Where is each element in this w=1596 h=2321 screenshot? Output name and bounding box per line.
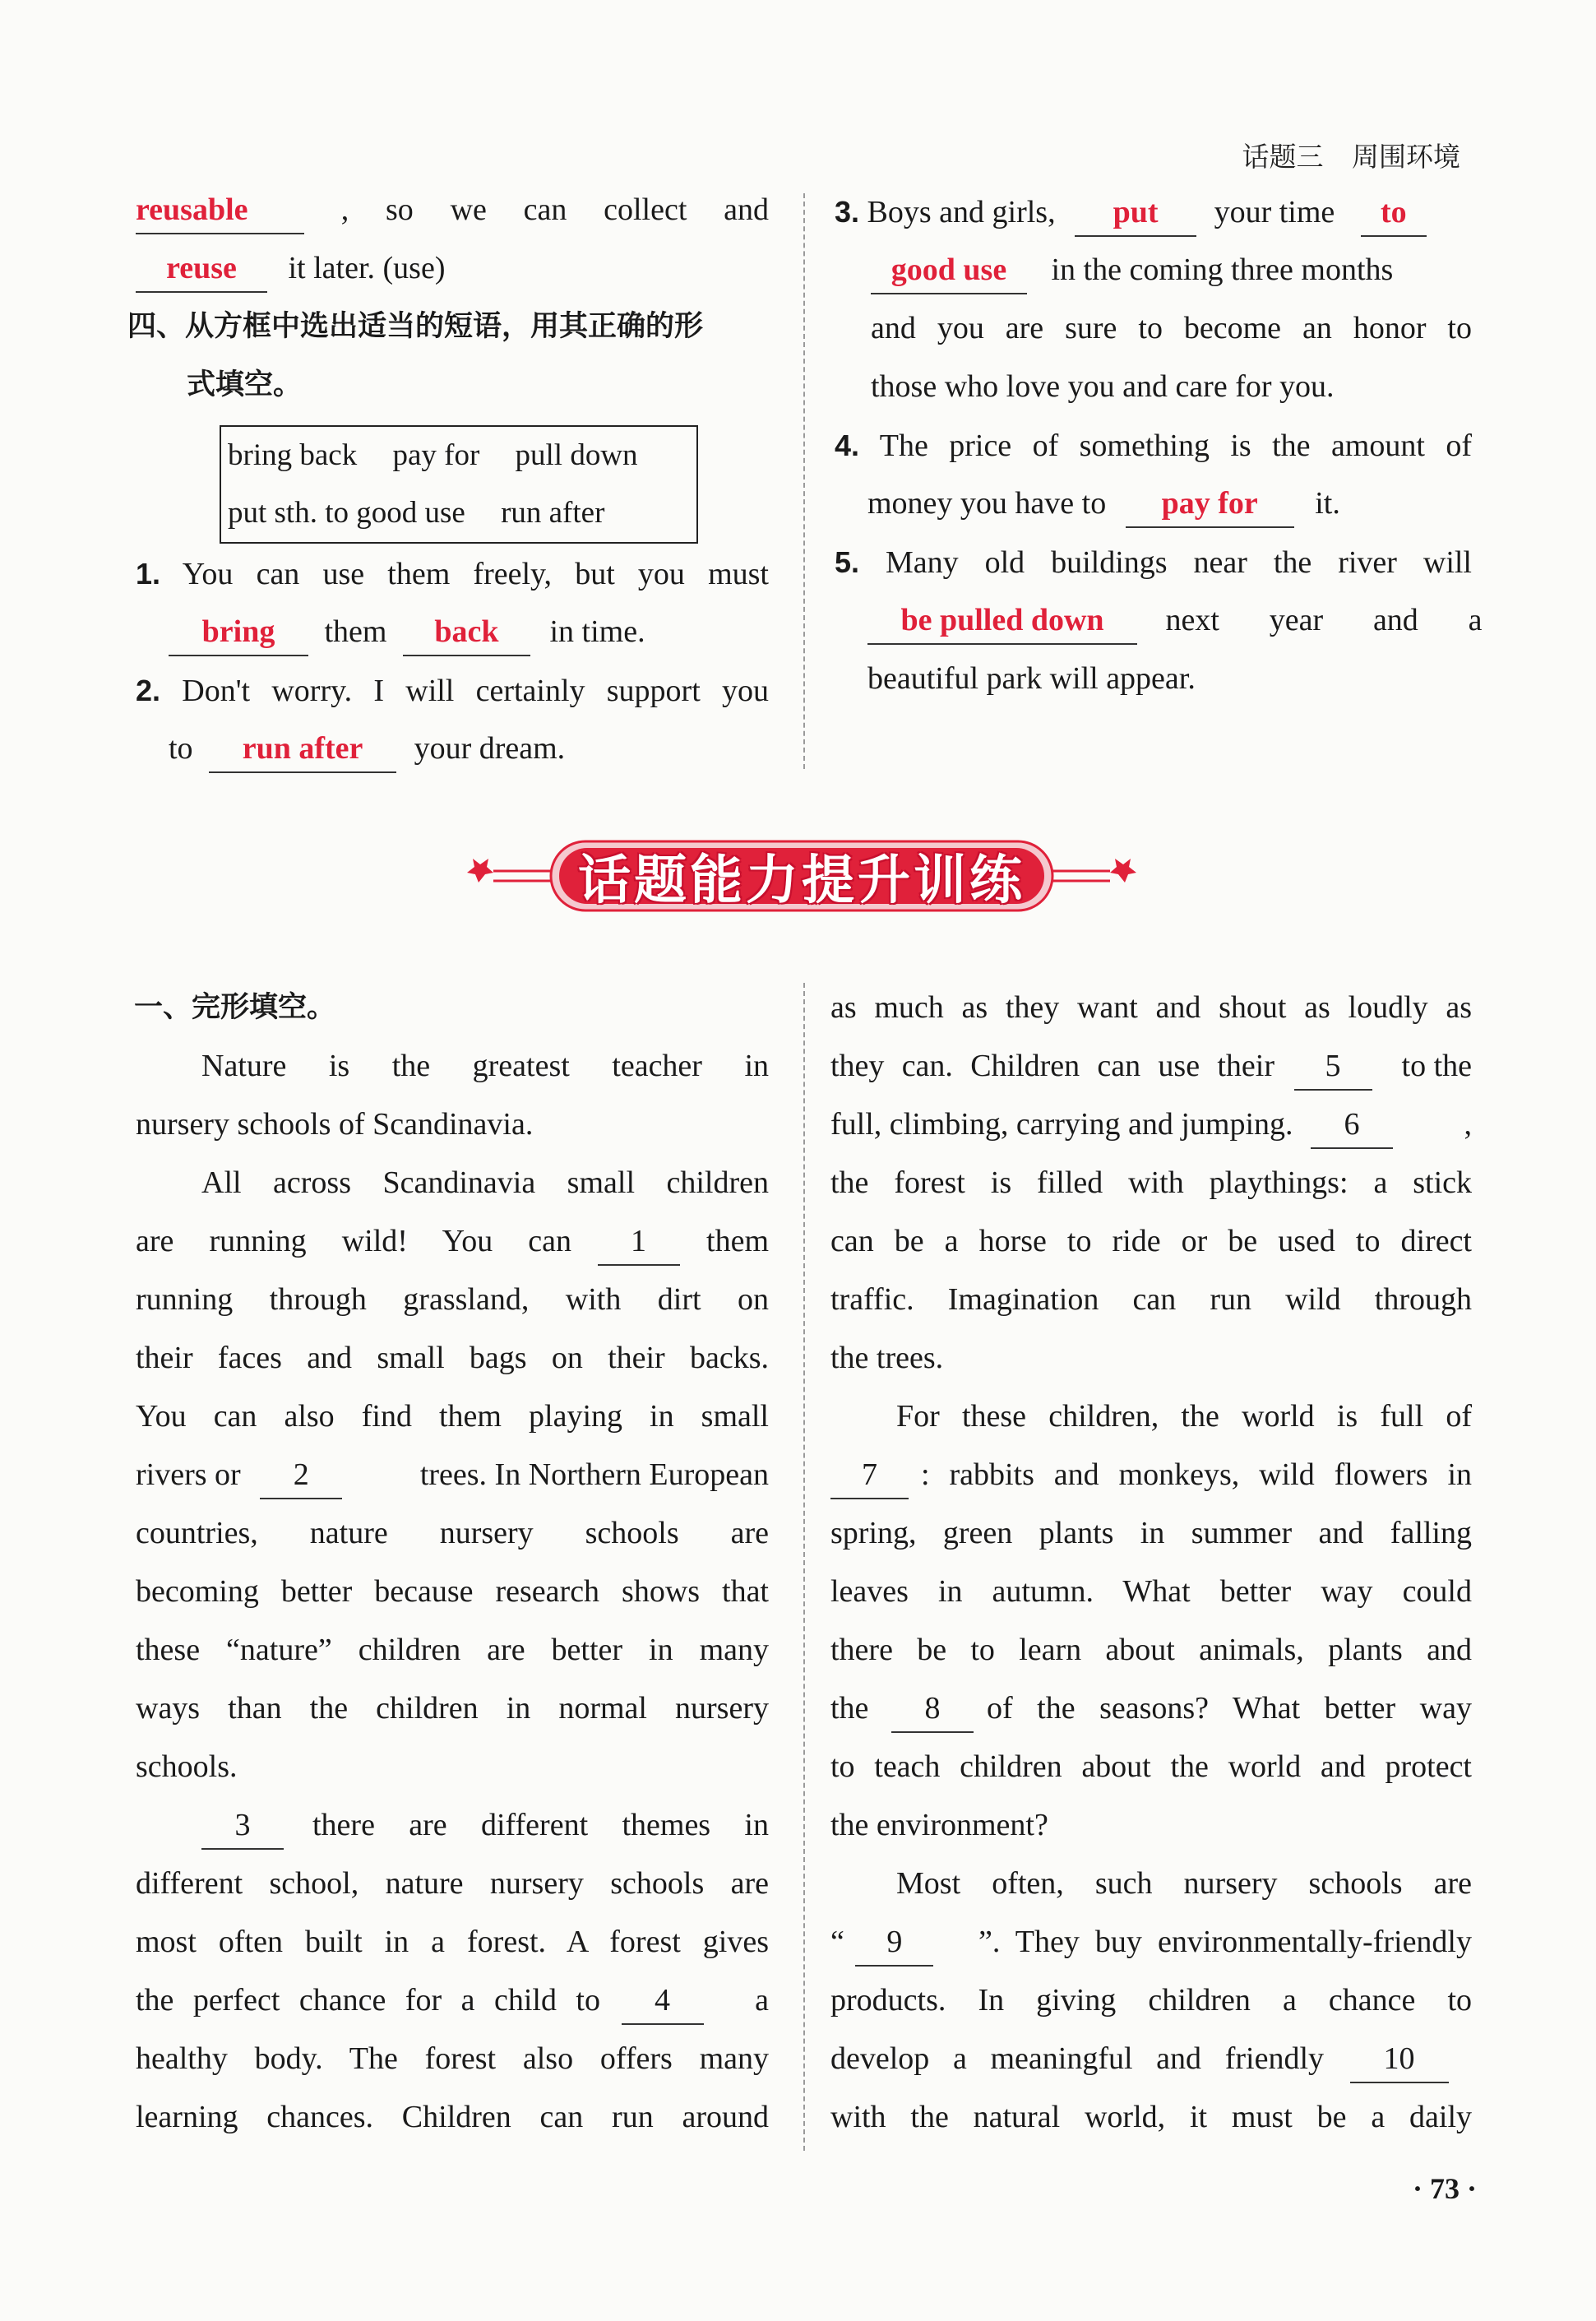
page-number: · 73 · bbox=[1412, 2172, 1477, 2205]
cloze-text: of the seasons? What better way bbox=[987, 1691, 1472, 1726]
question-number: 3. bbox=[835, 195, 860, 229]
question-text: Boys and girls, bbox=[867, 195, 1056, 229]
question-5-line-2 bbox=[835, 591, 1483, 650]
cloze-line: can be a horse to ride or be used to direct bbox=[830, 1224, 1472, 1258]
question-number: 1. bbox=[136, 557, 161, 591]
cloze-right-column bbox=[830, 979, 1472, 2147]
answer-blank bbox=[1075, 189, 1196, 237]
cloze-line bbox=[136, 1212, 769, 1271]
cloze-blank-3: 3 bbox=[201, 1802, 284, 1850]
top-right-column bbox=[835, 183, 1483, 708]
question-1-line-2 bbox=[136, 603, 769, 661]
question-text: Don't worry. I will certainly support you bbox=[182, 674, 769, 708]
cloze-line bbox=[830, 1913, 1472, 1971]
answer-to: to bbox=[1380, 195, 1407, 229]
section4-title-cont: 式填空。 bbox=[187, 368, 303, 401]
question-3-line-3: and you are sure to become an honor to bbox=[871, 311, 1472, 345]
question-2-line-1 bbox=[136, 661, 769, 720]
cloze-text: they can. Children can use their bbox=[830, 1049, 1274, 1083]
cloze-line: countries, nature nursery schools are bbox=[136, 1516, 769, 1550]
answer-pay-for: pay for bbox=[1161, 486, 1258, 521]
line-text: it later. (use) bbox=[288, 251, 446, 285]
cloze-line bbox=[830, 2030, 1472, 2088]
cloze-line bbox=[136, 1971, 769, 2030]
cloze-blank-10: 10 bbox=[1350, 2036, 1449, 2083]
cloze-text: trees. In Northern European bbox=[419, 1457, 769, 1492]
phrase-item: put sth. to good use bbox=[228, 496, 465, 530]
answer-be-pulled-down: be pulled down bbox=[900, 603, 1104, 637]
cloze-text: develop a meaningful and friendly bbox=[830, 2041, 1324, 2076]
cloze-line bbox=[830, 1679, 1472, 1738]
question-4-line-1 bbox=[835, 416, 1472, 475]
cloze-line: nursery schools of Scandinavia. bbox=[136, 1107, 534, 1142]
cloze-text: the bbox=[830, 1691, 869, 1726]
line-reusable bbox=[136, 181, 769, 239]
answer-blank bbox=[209, 725, 396, 773]
question-text: in time. bbox=[549, 614, 645, 649]
top-left-column bbox=[127, 181, 770, 415]
answer-put: put bbox=[1113, 195, 1159, 229]
cloze-line: learning chances. Children can run around bbox=[136, 2100, 769, 2134]
answer-reuse: reuse bbox=[166, 251, 237, 285]
page-header bbox=[1223, 136, 1461, 174]
cloze-blank-1: 1 bbox=[598, 1218, 680, 1266]
question-5-line-3: beautiful park will appear. bbox=[867, 661, 1196, 696]
cloze-line: products. In giving children a chance to bbox=[830, 1983, 1472, 2018]
question-4-line-2 bbox=[835, 475, 1472, 533]
cloze-blank-4: 4 bbox=[622, 1977, 704, 2025]
cloze-line: the forest is filled with playthings: a stick bbox=[830, 1165, 1472, 1200]
answer-bring: bring bbox=[201, 614, 275, 649]
cloze-text: rivers or bbox=[136, 1457, 241, 1492]
cloze-line bbox=[136, 1796, 769, 1855]
question-text: next year and a bbox=[1165, 603, 1483, 637]
phrase-box bbox=[220, 425, 698, 544]
line-reuse bbox=[136, 239, 769, 298]
cloze-line: with the natural world, it must be a daily bbox=[830, 2100, 1472, 2134]
answer-blank bbox=[1361, 189, 1427, 237]
cloze-line bbox=[830, 1446, 1472, 1504]
phrase-item: pay for bbox=[392, 438, 480, 472]
section4-title: 四、从方框中选出适当的短语，用其正确的形 bbox=[127, 310, 704, 343]
column-divider-top bbox=[803, 193, 805, 769]
cloze-line: as much as they want and shout as loudly as bbox=[830, 990, 1472, 1025]
cloze-line: to teach children about the world and protect bbox=[830, 1749, 1472, 1784]
top-left-questions bbox=[136, 544, 769, 778]
cloze-line: All across Scandinavia small children bbox=[201, 1165, 769, 1200]
cloze-line: there be to learn about animals, plants and bbox=[830, 1633, 1472, 1667]
question-text: to bbox=[169, 731, 193, 766]
cloze-text: the perfect chance for a child to bbox=[136, 1983, 600, 2018]
question-2-line-2 bbox=[136, 720, 769, 778]
cloze-line: most often built in a forest. A forest gives bbox=[136, 1925, 769, 1959]
cloze-line: becoming better because research shows that bbox=[136, 1574, 769, 1609]
cloze-text: to the bbox=[1401, 1049, 1472, 1083]
cloze-left-column bbox=[136, 979, 769, 2147]
cloze-line: their faces and small bags on their backs. bbox=[136, 1341, 769, 1375]
cloze-blank-9: 9 bbox=[855, 1919, 933, 1967]
cloze-line: different school, nature nursery schools are bbox=[136, 1866, 769, 1901]
cloze-text: there are different themes in bbox=[312, 1808, 769, 1842]
header-topic: 话题三 bbox=[1242, 141, 1324, 173]
phrase-row-1 bbox=[228, 427, 690, 484]
cloze-blank-7: 7 bbox=[830, 1452, 909, 1499]
question-number: 4. bbox=[835, 429, 860, 462]
column-divider-bottom bbox=[803, 983, 805, 2151]
cloze-line: healthy body. The forest also offers many bbox=[136, 2041, 769, 2076]
cloze-blank-6: 6 bbox=[1311, 1101, 1393, 1149]
cloze-line: these “nature” children are better in many bbox=[136, 1633, 769, 1667]
cloze-line: You can also find them playing in small bbox=[136, 1399, 769, 1434]
answer-run-after: run after bbox=[242, 731, 363, 766]
cloze-text: , bbox=[1464, 1107, 1472, 1142]
cloze-text: : rabbits and monkeys, wild flowers in bbox=[921, 1457, 1472, 1492]
question-text: The price of something is the amount of bbox=[879, 429, 1472, 463]
cloze-text: are running wild! You can bbox=[136, 1224, 571, 1258]
question-text: it. bbox=[1315, 486, 1340, 521]
phrase-item: run after bbox=[501, 496, 605, 530]
cloze-blank-8: 8 bbox=[891, 1685, 974, 1733]
cloze-line: traffic. Imagination can run wild through bbox=[830, 1282, 1472, 1317]
question-text: your dream. bbox=[414, 731, 566, 766]
cloze-text: ”. They buy environmentally-friendly bbox=[978, 1925, 1472, 1959]
answer-blank bbox=[871, 247, 1027, 294]
cloze-section-title: 一、完形填空。 bbox=[134, 991, 336, 1024]
answer-blank bbox=[169, 609, 308, 656]
question-number: 2. bbox=[136, 674, 161, 707]
question-3-line-4: those who love you and care for you. bbox=[871, 369, 1335, 404]
line-text: , so we can collect and bbox=[340, 192, 770, 227]
question-text: your time bbox=[1214, 195, 1335, 229]
cloze-line bbox=[830, 1096, 1472, 1154]
banner-title: 话题能力提升训练 bbox=[578, 850, 1025, 911]
question-3-line-1 bbox=[835, 183, 1472, 241]
cloze-blank-2: 2 bbox=[260, 1452, 342, 1499]
question-text: them bbox=[324, 614, 387, 649]
answer-blank bbox=[136, 245, 267, 293]
answer-back: back bbox=[434, 614, 499, 649]
cloze-text: full, climbing, carrying and jumping. bbox=[830, 1107, 1293, 1142]
header-title: 周围环境 bbox=[1352, 141, 1460, 173]
cloze-line: the environment? bbox=[830, 1808, 1048, 1842]
answer-blank bbox=[867, 597, 1137, 645]
cloze-line: the trees. bbox=[830, 1341, 944, 1375]
cloze-text: a bbox=[755, 1983, 769, 2018]
question-number: 5. bbox=[835, 545, 860, 579]
question-text: Many old buildings near the river will bbox=[885, 545, 1472, 580]
question-5-line-1 bbox=[835, 533, 1472, 591]
answer-blank bbox=[403, 609, 530, 656]
cloze-line: ways than the children in normal nursery bbox=[136, 1691, 769, 1726]
answer-blank bbox=[136, 187, 304, 234]
question-1-line-1 bbox=[136, 544, 769, 603]
question-3-line-2 bbox=[835, 241, 1472, 299]
phrase-item: pull down bbox=[515, 438, 638, 472]
question-text: money you have to bbox=[867, 486, 1107, 521]
answer-good-use: good use bbox=[891, 252, 1007, 287]
phrase-row-2 bbox=[228, 484, 690, 542]
cloze-line bbox=[830, 1037, 1472, 1096]
cloze-text: “ bbox=[830, 1925, 844, 1959]
cloze-line bbox=[136, 1446, 769, 1504]
cloze-line: spring, green plants in summer and falling bbox=[830, 1516, 1472, 1550]
cloze-line: running through grassland, with dirt on bbox=[136, 1282, 769, 1317]
question-text: You can use them freely, but you must bbox=[182, 557, 769, 591]
cloze-blank-5: 5 bbox=[1294, 1043, 1372, 1091]
cloze-line: Nature is the greatest teacher in bbox=[201, 1049, 769, 1083]
phrase-item: bring back bbox=[228, 438, 358, 472]
question-text: in the coming three months bbox=[1051, 252, 1394, 287]
cloze-line: Most often, such nursery schools are bbox=[896, 1866, 1472, 1901]
cloze-line: schools. bbox=[136, 1749, 238, 1784]
section-banner bbox=[460, 835, 1143, 917]
answer-reusable: reusable bbox=[136, 192, 248, 227]
cloze-text: them bbox=[706, 1224, 769, 1258]
answer-blank bbox=[1126, 480, 1294, 528]
cloze-line: For these children, the world is full of bbox=[896, 1399, 1472, 1434]
cloze-line: leaves in autumn. What better way could bbox=[830, 1574, 1472, 1609]
